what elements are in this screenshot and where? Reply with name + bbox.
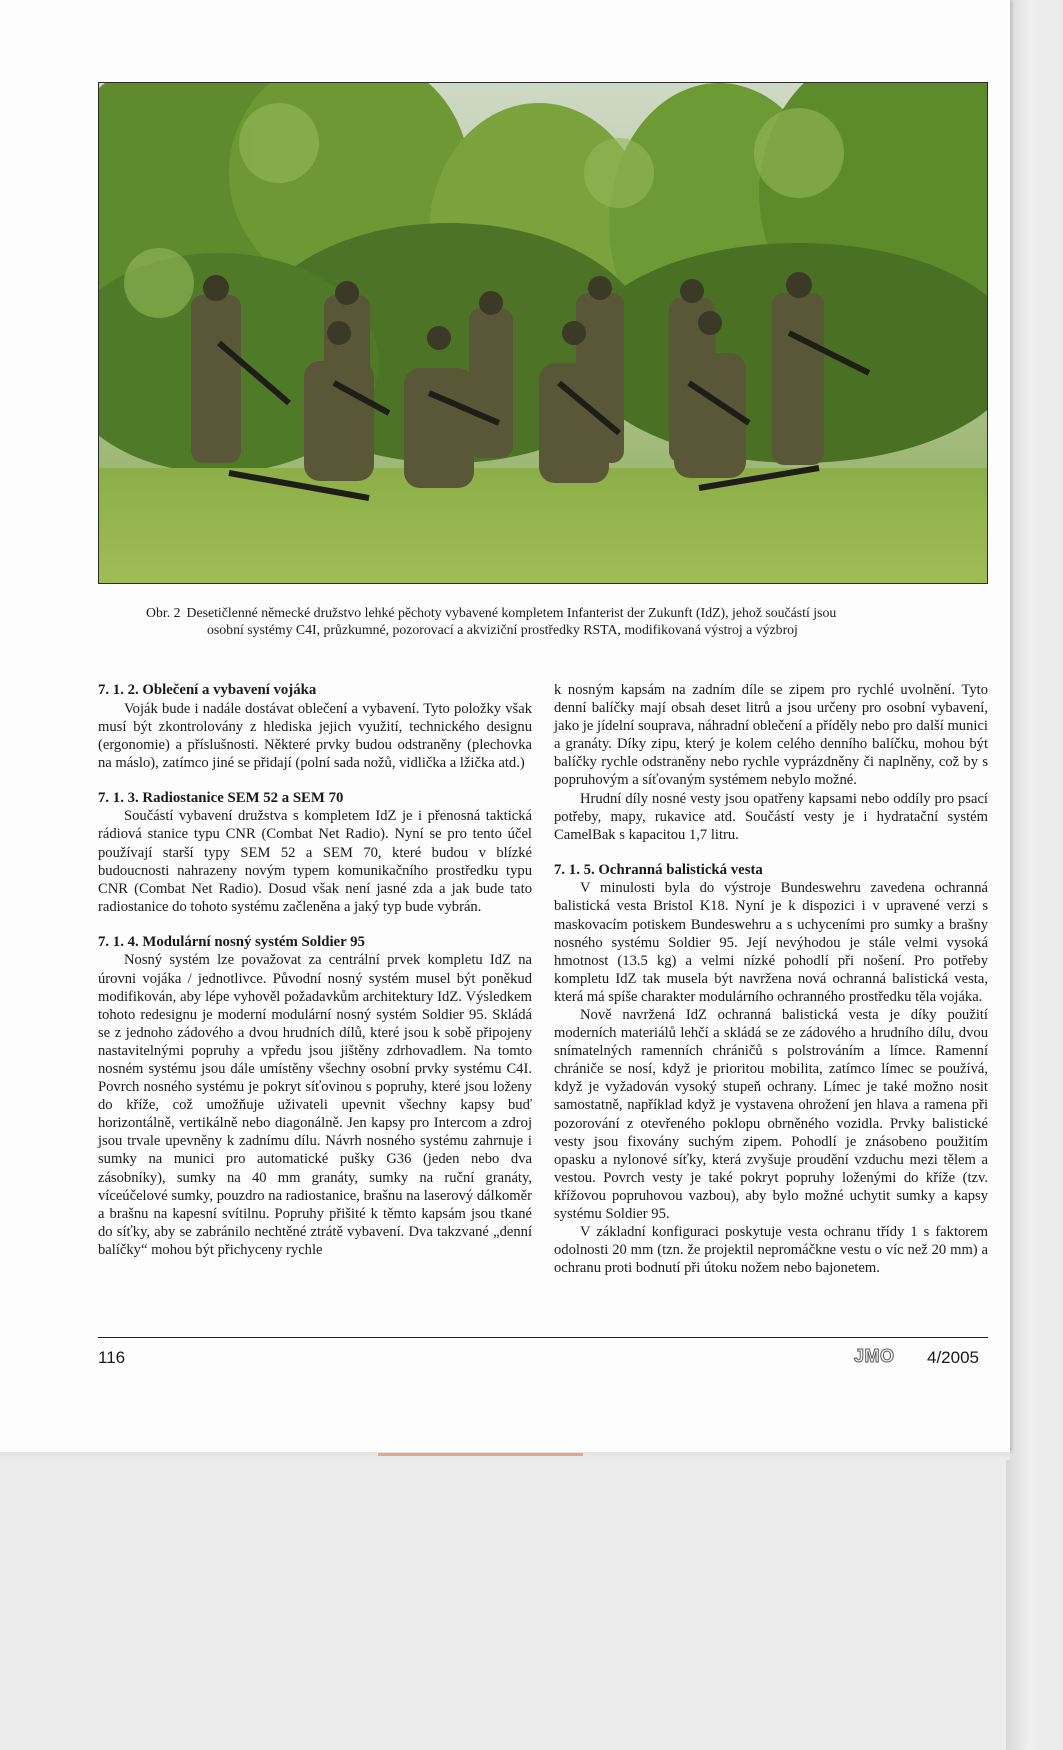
figure-photo [98, 82, 988, 584]
right-text-column [554, 681, 988, 1277]
section-heading-clothing: 7. 1. 2. Oblečení a vybavení vojáka [98, 682, 317, 698]
paragraph-vest-history: V minulosti byla do výstroje Bundeswehru zavedena ochranná balistická vesta Bristol K18. Nyní je k dispozici i v upravené verzi s maskovacím potiskem Bundeswehru a s uchyceními pro sumky a brašny nosného systému Soldier 95. Její nevýhodou je stále velmi vysoká hmotnost (13.5 kg) a velmi nízké pohodlí při nošení. Pro potřeby kompletu IdZ tak musela být navržena nová ochranná balistická vesta, která má spíše charakter modulárního ochranného prostředku těla vojáka. [554, 880, 988, 1005]
page-number: 116 [98, 1348, 126, 1367]
paragraph-chest-parts: Hrudní díly nosné vesty jsou opatřeny kapsami nebo oddíly pro psací potřeby, mapy, rukavice atd. Součástí vesty je i hydratační systém CamelBak s kapacitou 1,7 litru. [554, 790, 988, 843]
footer-rule [98, 1337, 988, 1338]
issue-number: 4/2005 [927, 1348, 979, 1367]
paragraph-radio: Součástí vybavení družstva s kompletem IdZ je i přenosná taktická rádiová stanice typu CNR (Combat Net Radio). Nyní se pro tento účel používají starší typy SEM 52 a SEM 70, které budou v blízké budoucnosti nahrazeny novým typem komunikačního prostředku typu CNR (Combat Net Radio). Dosud však není jasné zda a jak bude tato radiostanice do tohoto systému začleněna a jaký typ bude vybrán. [98, 808, 532, 915]
journal-logo: JMO [854, 1346, 895, 1366]
left-text-column [98, 681, 532, 1259]
paragraph-carrying-system-continued: k nosným kapsám na zadním díle se zipem pro rychlé uvolnění. Tyto denní balíčky mají obsah deset litrů a jsou určeny pro osobní vybavení, jako je jídelní souprava, náhradní oblečení a příděly nebo pro další munici a granáty. Díky zipu, který je kolem celého denního balíčku, mohou být balíčky rychle odstraněny nebo rychle vyprázdněny či naplněny, což by s popruhovým a síťovaným systémem nebylo možné. [554, 682, 988, 789]
section-heading-radio: 7. 1. 3. Radiostanice SEM 52 a SEM 70 [98, 789, 344, 806]
figure-label: Obr. 2 [146, 605, 181, 620]
section-heading-ballistic-vest: 7. 1. 5. Ochranná balistická vesta [554, 861, 763, 878]
paragraph-vest-protection: V základní konfiguraci poskytuje vesta ochranu třídy 1 s faktorem odolnosti 20 mm (tzn. že projektil nepromáčkne vestu o víc než 20 mm) a ochranu proti bodnutí při útoku nožem nebo bajonetem. [554, 1224, 988, 1277]
page-edge-accent [378, 1453, 583, 1456]
paragraph-carrying-system: Nosný systém lze považovat za centrální prvek kompletu IdZ na úrovni vojáka / jednotlivce. Původní nosný systém musel být poněkud modifikován, aby lépe vyhověl požadavkům architektury IdZ. Výsledkem tohoto redesignu je moderní modulární nosný systém Soldier 95. Skládá se z jednoho zádového a dvou hrudních dílů, které jsou k sobě připojeny nastavitelnými popruhy a vpředu jsou jištěny zdrhovadlem. Na tomto nosném systému jsou dále umístěny všechny osobní prvky systému C4I. Povrch nosného systému je pokryt síťovinou s popruhy, které jsou loženy do kříže, což umožňuje uživateli upevnit všechny kapsy buď horizontálně, vertikálně nebo diagonálně. Jen kapsy pro Intercom a zdroj jsou trvale upevněny k zadnímu dílu. Návrh nosného systému zahrnuje i sumky na munici pro automatické pušky G36 (jeden nebo dva zásobníky), sumky na 40 mm granáty, sumky na ruční granáty, víceúčelové sumky, pouzdro na radiostanice, brašnu na laserový dálkoměr a brašnu na kapesní svítilnu. Popruhy přišité k těmto kapsám jsou tkané do síťky, aby se zabránilo nechtěné ztrátě vybavení. Dva takzvané „denní balíčky“ mohou být přichyceny rychle [98, 952, 532, 1258]
paragraph-clothing: Voják bude i nadále dostávat oblečení a vybavení. Tyto položky však musí být zkontrolovány z hlediska jejich využití, technického designu (ergonomie) a příslušnosti. Některé prvky budou odstraněny (plechovka na máslo), zatímco jiné se přidají (polní sada nožů, vidlička a lžička atd.) [98, 700, 532, 771]
paragraph-vest-design: Nově navržená IdZ ochranná balistická vesta je díky použití moderních materiálů lehčí a skládá se ze zádového a hrudního dílu, dvou snímatelných ramenních chráničů s polstrováním a límce. Ramenní chrániče se nosí, když je prioritou mobilita, zatímco límec se používá, když je vyžadován vysoký stupeň ochrany. Límec je také možno nosit samostatně, například když je vystavena ohrožení jen hlava a ramena při pozorování z otevřeného poklopu obrněného vozidla. Prvky balistické vesty jsou fixovány suchým zipem. Pohodlí je znásobeno použitím opasku a nylonové síťky, která zvyšuje proudění vzduchu mezi tělem a vestou. Povrch vesty je také pokryt popruhy loženými do kříže (tzv. křížovou popruhovou vazbou), aby bylo možné uchytit sumky a kapsy systému Soldier 95. [554, 1007, 988, 1223]
scan-background [1006, 0, 1063, 1750]
caption-line-2: osobní systémy C4I, průzkumné, pozorovací a akviziční prostředky RSTA, modifikovaná výstroj a výzbroj [207, 622, 798, 637]
soldiers-photo-image [99, 83, 987, 583]
figure-caption [146, 604, 952, 638]
caption-line-1: Desetičlenné německé družstvo lehké pěchoty vybavené kompletem Infanterist der Zukunft (IdZ), jehož součástí jsou [186, 605, 837, 620]
section-heading-carrying-system: 7. 1. 4. Modulární nosný systém Soldier 95 [98, 933, 365, 950]
